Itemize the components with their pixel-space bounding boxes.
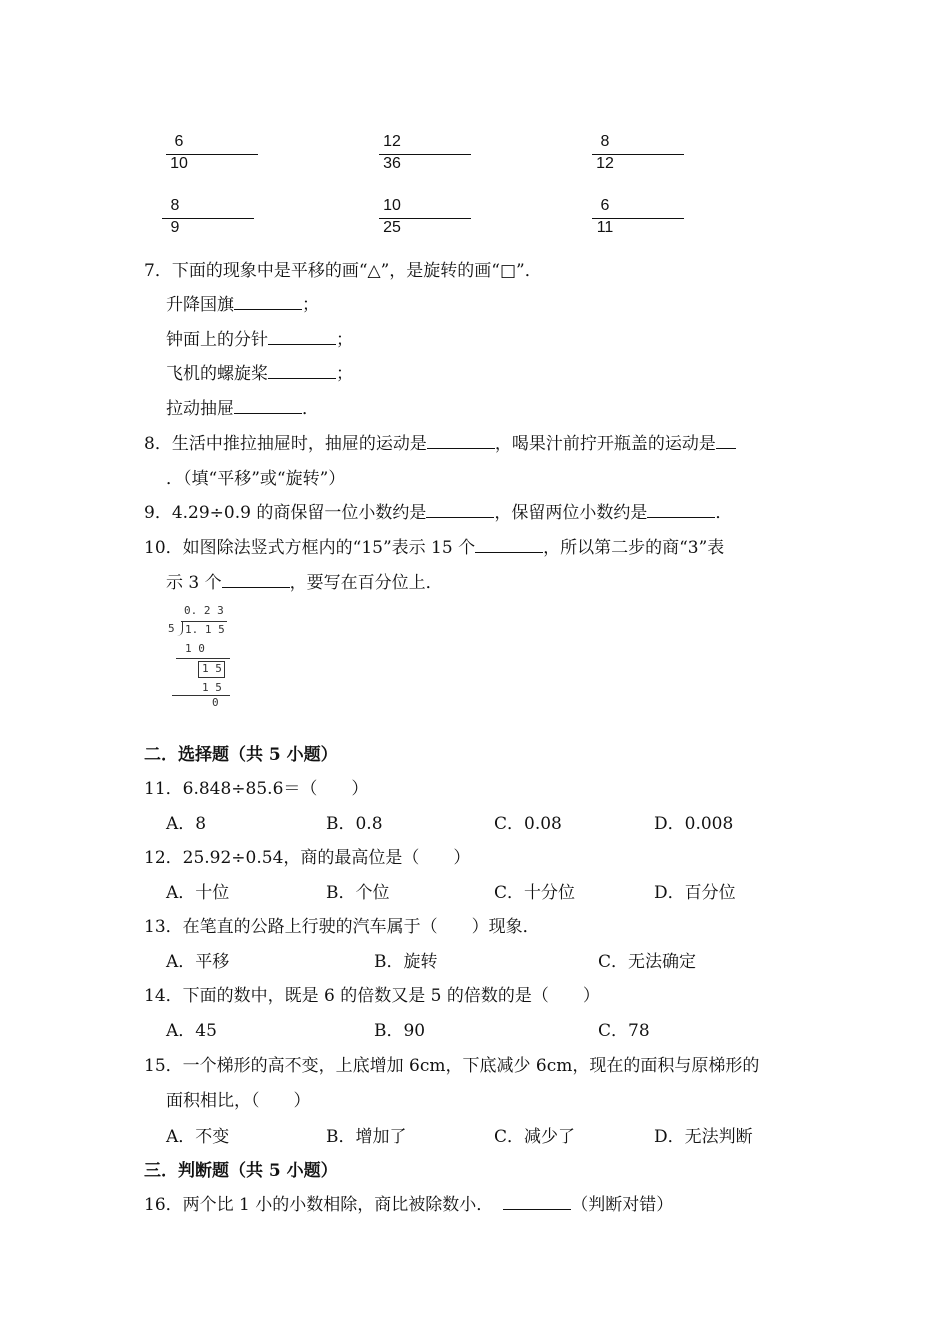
q8-text: 8．生活中推拉抽屉时，抽屉的运动是: [144, 434, 427, 454]
ld-quotient: 0. 2 3: [184, 604, 224, 617]
q12-option-b[interactable]: B．个位: [326, 883, 390, 903]
section-2-heading: 二．选择题（共 5 小题）: [144, 745, 338, 765]
long-division-figure: [166, 604, 236, 710]
q14-option-b[interactable]: B．90: [374, 1021, 426, 1041]
q10-text: 示 3 个: [166, 573, 222, 593]
answer-blank[interactable]: [427, 431, 495, 449]
fraction-numerator: 12: [383, 133, 401, 150]
answer-blank[interactable]: [503, 1192, 571, 1210]
punct: ．: [715, 503, 733, 523]
q7-item-3: [166, 359, 353, 384]
fraction-numerator: 10: [383, 197, 401, 214]
answer-blank[interactable]: [268, 327, 336, 345]
fraction-numerator: 6: [174, 133, 184, 150]
q14-option-a[interactable]: A．45: [166, 1021, 217, 1041]
ld-bracket: [177, 622, 183, 636]
q10-text: ，要写在百分位上．: [289, 573, 443, 593]
ld-line-2: [172, 695, 230, 696]
q10-line-1: [144, 533, 724, 558]
q11-option-c[interactable]: C．0.08: [494, 814, 562, 834]
q14-option-c[interactable]: C．78: [598, 1021, 650, 1041]
q16-text: （判断对错）: [571, 1195, 674, 1215]
q7-item-label: 钟面上的分针: [166, 330, 268, 350]
q15-option-d[interactable]: D．无法判断: [654, 1127, 753, 1147]
answer-blank[interactable]: [647, 500, 715, 518]
answer-blank[interactable]: [475, 535, 543, 553]
punct: ．: [302, 399, 319, 419]
punct: ；: [302, 295, 319, 315]
fraction-denominator: 10: [170, 155, 188, 172]
answer-blank[interactable]: [188, 218, 254, 219]
q12-option-a[interactable]: A．十位: [166, 883, 230, 903]
q14-stem: 14．下面的数中，既是 6 的倍数又是 5 的倍数的是（ ）: [144, 986, 600, 1006]
q7-item-label: 拉动抽屉: [166, 399, 234, 419]
answer-blank[interactable]: [405, 218, 471, 219]
q8-line-1: [144, 429, 736, 454]
answer-blank[interactable]: [716, 431, 736, 449]
q15-line-2: 面积相比，（ ）: [166, 1091, 311, 1111]
ld-step-2: 1 5: [202, 681, 222, 694]
ld-boxed-15: 1 5: [202, 662, 222, 675]
fraction-numerator: 6: [600, 197, 610, 214]
answer-blank[interactable]: [234, 396, 302, 414]
q12-option-d[interactable]: D．百分位: [654, 883, 736, 903]
ld-top-line: [181, 621, 227, 622]
q9-text: ，保留两位小数约是: [494, 503, 648, 523]
q7-item-2: [166, 325, 353, 350]
answer-blank[interactable]: [268, 361, 336, 379]
ld-line-1: [176, 658, 230, 659]
fraction-numerator: 8: [170, 197, 180, 214]
ld-remainder: 0: [212, 696, 219, 709]
q15-option-a[interactable]: A．不变: [166, 1127, 230, 1147]
q11-option-b[interactable]: B．0.8: [326, 814, 383, 834]
q13-option-b[interactable]: B．旋转: [374, 952, 438, 972]
q13-option-c[interactable]: C．无法确定: [598, 952, 697, 972]
fraction-denominator: 12: [596, 155, 614, 172]
ld-dividend: 1. 1 5: [185, 623, 225, 636]
q13-option-a[interactable]: A．平移: [166, 952, 230, 972]
answer-blank[interactable]: [222, 570, 290, 588]
q10-text: ，所以第二步的商“3”表: [543, 538, 725, 558]
q7-item-1: [166, 290, 319, 315]
q16-line: [144, 1190, 673, 1215]
q9-line: [144, 498, 732, 523]
q8-text: ，喝果汁前拧开瓶盖的运动是: [494, 434, 716, 454]
answer-blank[interactable]: [618, 154, 684, 155]
answer-blank[interactable]: [405, 154, 471, 155]
q11-stem: 11．6.848÷85.6＝（ ）: [144, 779, 369, 799]
ld-step-1: 1 0: [185, 642, 205, 655]
q12-stem: 12．25.92÷0.54，商的最高位是（ ）: [144, 848, 471, 868]
q10-line-2: [166, 568, 443, 593]
answer-blank[interactable]: [618, 218, 684, 219]
q11-option-d[interactable]: D．0.008: [654, 814, 734, 834]
q15-option-c[interactable]: C．减少了: [494, 1127, 576, 1147]
q7-item-4: [166, 394, 319, 419]
ld-divisor: 5: [168, 622, 175, 635]
fraction-denominator: 36: [383, 155, 401, 172]
answer-blank[interactable]: [426, 500, 494, 518]
q8-line-2: ．（填“平移”或“旋转”）: [166, 469, 346, 489]
q13-stem: 13．在笔直的公路上行驶的汽车属于（ ）现象．: [144, 917, 540, 937]
fraction-denominator: 9: [170, 219, 180, 236]
q16-text: 16．两个比 1 小的小数相除，商比被除数小．: [144, 1195, 494, 1215]
q15-line-1: 15．一个梯形的高不变，上底增加 6cm，下底减少 6cm，现在的面积与原梯形的: [144, 1056, 760, 1076]
fraction-denominator: 25: [383, 219, 401, 236]
fraction-denominator: 11: [596, 219, 614, 236]
q10-text: 10．如图除法竖式方框内的“15”表示 15 个: [144, 538, 476, 558]
fraction-numerator: 8: [600, 133, 610, 150]
q11-option-a[interactable]: A．8: [166, 814, 207, 834]
section-3-heading: 三．判断题（共 5 小题）: [144, 1161, 338, 1181]
q7-item-label: 飞机的螺旋桨: [166, 364, 268, 384]
q9-text: 9．4.29÷0.9 的商保留一位小数约是: [144, 503, 427, 523]
q7-item-label: 升降国旗: [166, 295, 234, 315]
punct: ；: [336, 330, 353, 350]
answer-blank[interactable]: [234, 292, 302, 310]
q12-option-c[interactable]: C．十分位: [494, 883, 576, 903]
answer-blank[interactable]: [192, 154, 258, 155]
punct: ；: [336, 364, 353, 384]
q7-stem: 7．下面的现象中是平移的画“△”，是旋转的画“□”．: [144, 261, 542, 281]
q15-option-b[interactable]: B．增加了: [326, 1127, 407, 1147]
